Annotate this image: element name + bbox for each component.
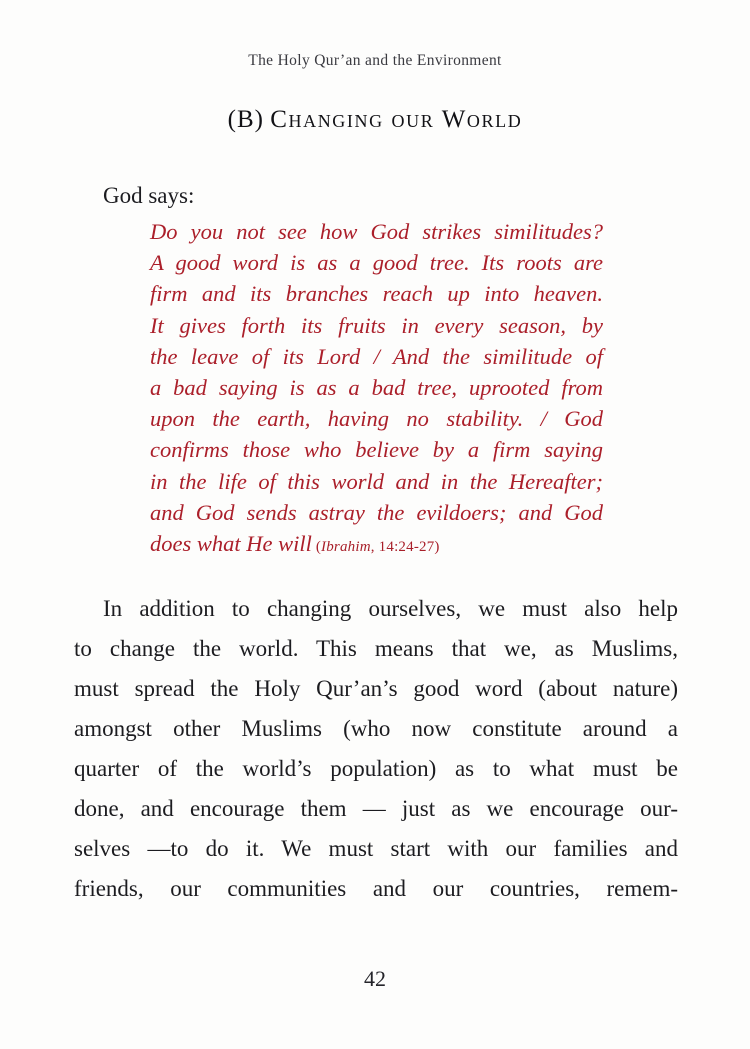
running-header: The Holy Qur’an and the Environment [248,52,502,69]
body-line: In addition to changing ourselves, we must also help [103,596,678,621]
section-heading-title: Changing our World [270,106,523,133]
section-heading [0,106,750,134]
quote-line: firm and its branches reach up into heaven. [150,281,603,307]
body-line: must spread the Holy Qur’an’s good word (about nature) [74,676,678,701]
quote-line: confirms those who believe by a firm saying [150,437,603,463]
quote-citation [312,539,440,555]
body-line: to change the world. This means that we, as Muslims, [74,636,678,661]
quote-line: and God sends astray the evildoers; and God [150,499,603,525]
quote-line: a bad saying is as a bad tree, uprooted from [150,375,603,401]
citation-reference: , 14:24-27) [370,539,440,556]
quote-line: upon the earth, having no stability. / God [150,406,603,432]
body-line: selves —to do it. We must start with our families and [74,836,678,861]
citation-surah-name: Ibrahim [321,539,371,556]
body-line: amongst other Muslims (who now constitute around a [74,716,678,741]
page-number: 42 [364,966,386,991]
body-paragraph [74,589,678,909]
quote-line: It gives forth its fruits in every season, by [150,312,603,338]
quote-line: the leave of its Lord / And the similitude of [150,343,603,369]
body-line: quarter of the world’s population) as to what must be [74,756,678,781]
quote-line: in the life of this world and in the Hereafter; [150,468,603,494]
quote-line-final [150,528,603,563]
citation-open: ( [315,539,322,556]
quote-line: A good word is as a good tree. Its roots are [150,250,603,276]
scripture-quotation [150,216,603,563]
quote-line: Do you not see how God strikes similitudes? [150,219,603,244]
section-heading-marker: (B) [227,106,264,133]
body-line: friends, our communities and our countries, remem- [74,876,678,901]
quote-line-text: does what He will [150,531,312,557]
intro-line: God says: [103,183,195,208]
body-line: done, and encourage them — just as we encourage our- [74,796,678,821]
